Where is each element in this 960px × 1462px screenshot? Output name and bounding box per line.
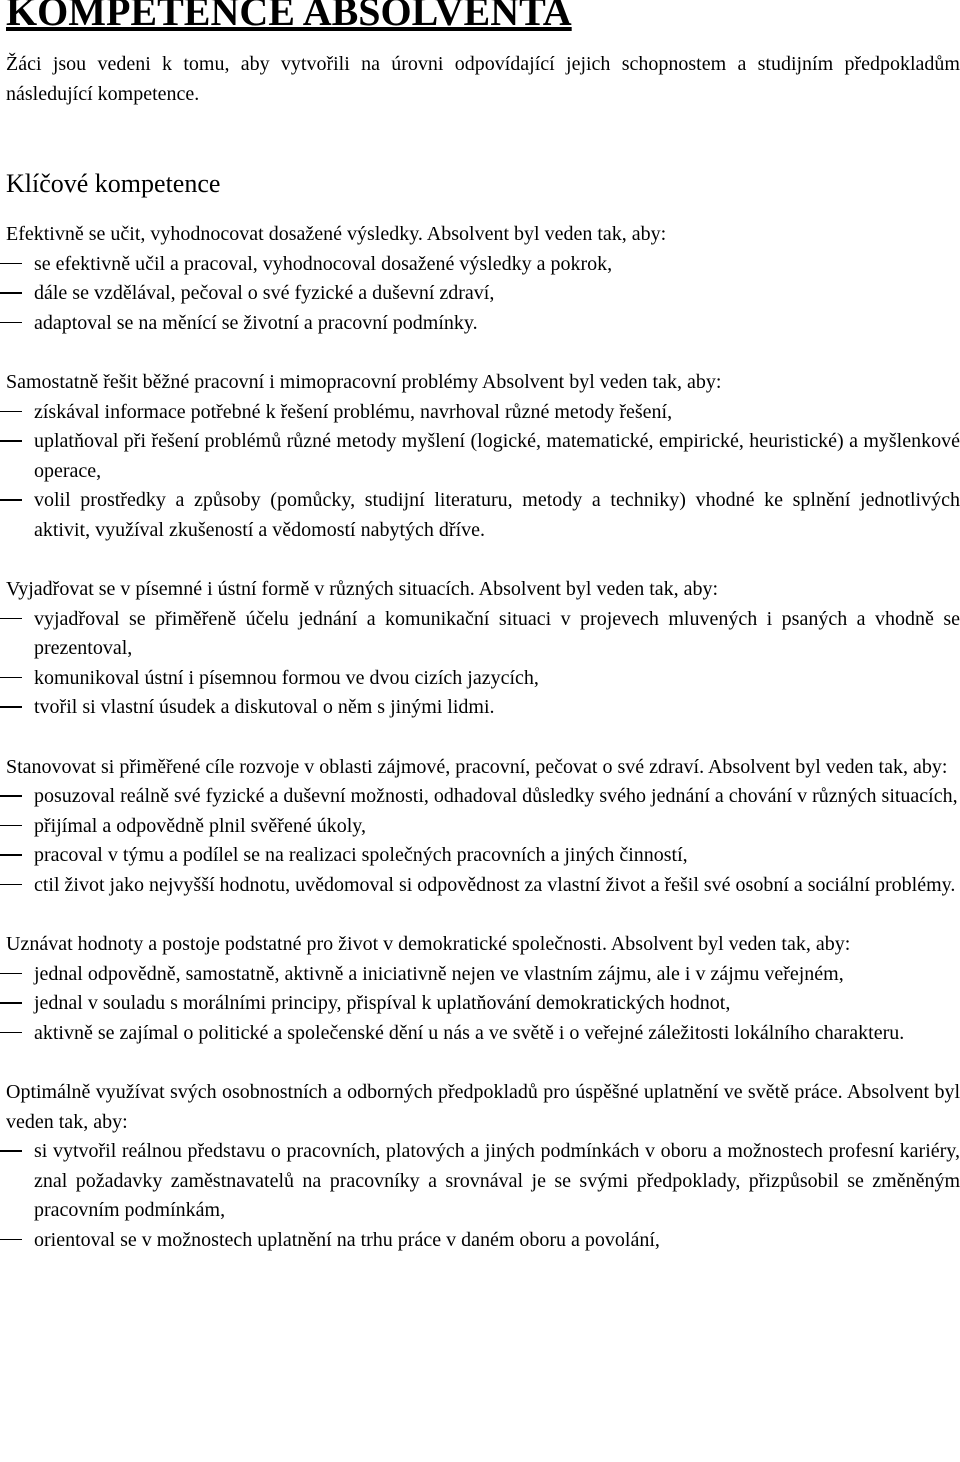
list-item-text: vyjadřoval se přiměřeně účelu jednání a komunikační situaci v projevech mluvených i psaných a vhodně se prezentoval,: [34, 607, 960, 659]
list-item-text: tvořil si vlastní úsudek a diskutoval o něm s jinými lidmi.: [34, 696, 495, 718]
competence-section: [6, 930, 960, 1048]
list-item-text: komunikoval ústní i písemnou formou ve dvou cizích jazycích,: [34, 666, 539, 689]
list-item: [6, 279, 960, 309]
list-item-text: si vytvořil reálnou představu o pracovních, platových a jiných podmínkách v oboru a možnostech profesní kariéry, znal požadavky zaměstnavatelů na pracovníky a srovnával je se svými předpoklady, přizpůsobil se změněným pracovním podmínkám,: [34, 1140, 960, 1221]
competence-lead: Samostatně řešit běžné pracovní i mimopracovní problémy Absolvent byl veden tak, aby:: [6, 371, 722, 393]
dash-bullet-icon: [0, 1019, 28, 1049]
list-item-text: jednal v souladu s morálními principy, přispíval k uplatňování demokratických hodnot,: [34, 992, 731, 1014]
list-item: [6, 871, 960, 901]
list-item-text: ctil život jako nejvyšší hodnotu, uvědomoval si odpovědnost za vlastní život a řešil své osobní a sociální problémy.: [34, 873, 956, 896]
list-item-text: získával informace potřebné k řešení problému, navrhoval různé metody řešení,: [34, 400, 673, 423]
list-item: [6, 1019, 960, 1049]
competence-lead: Optimálně využívat svých osobnostních a odborných předpokladů pro úspěšné uplatnění ve světě práce. Absolvent byl veden tak, aby:: [6, 1081, 960, 1133]
list-item-text: přijímal a odpovědně plnil svěřené úkoly,: [34, 814, 366, 837]
competence-section: [6, 368, 960, 545]
list-item: [6, 782, 960, 812]
dash-bullet-icon: [0, 871, 28, 901]
list-item: [6, 309, 960, 339]
competence-section: [6, 575, 960, 723]
list-item: [6, 693, 960, 723]
list-item-text: uplatňoval při řešení problémů různé metody myšlení (logické, matematické, empirické, heuristické) a myšlenkové operace,: [34, 430, 960, 482]
dash-bullet-icon: [0, 250, 28, 280]
dash-bullet-icon: [0, 486, 28, 516]
competence-list: [6, 960, 960, 1049]
list-item: [6, 486, 960, 545]
list-item: [6, 960, 960, 990]
competence-list: [6, 398, 960, 546]
dash-bullet-icon: [0, 782, 28, 812]
dash-bullet-icon: [0, 398, 28, 428]
list-item-text: aktivně se zajímal o politické a společenské dění u nás a ve světě i o veřejné záležitosti lokálního charakteru.: [34, 1021, 905, 1044]
dash-bullet-icon: [0, 989, 28, 1019]
dash-bullet-icon: [0, 427, 28, 457]
list-item: [6, 605, 960, 664]
list-item-text: dále se vzdělával, pečoval o své fyzické a duševní zdraví,: [34, 282, 495, 304]
list-item: [6, 1137, 960, 1226]
competence-list: [6, 605, 960, 723]
list-item-text: jednal odpovědně, samostatně, aktivně a iniciativně nejen ve vlastním zájmu, ale i v zájmu veřejném,: [34, 962, 844, 985]
competence-section: [6, 753, 960, 901]
list-item-text: volil prostředky a způsoby (pomůcky, studijní literaturu, metody a techniky) vhodné ke splnění jednotlivých aktivit, využíval zkušeností a vědomostí nabytých dříve.: [34, 489, 960, 541]
competence-list: [6, 1137, 960, 1255]
section-heading: Klíčové kompetence: [6, 169, 221, 198]
dash-bullet-icon: [0, 812, 28, 842]
dash-bullet-icon: [0, 1226, 28, 1256]
list-item: [6, 1226, 960, 1256]
document-title: KOMPETENCE ABSOLVENTA: [6, 0, 572, 34]
list-item: [6, 841, 960, 871]
competence-sections: [6, 220, 960, 1255]
competence-lead: Stanovovat si přiměřené cíle rozvoje v oblasti zájmové, pracovní, pečovat o své zdraví. Absolvent byl veden tak, aby:: [6, 755, 948, 778]
dash-bullet-icon: [0, 1137, 28, 1167]
list-item: [6, 250, 960, 280]
dash-bullet-icon: [0, 605, 28, 635]
list-item: [6, 664, 960, 694]
list-item: [6, 398, 960, 428]
dash-bullet-icon: [0, 693, 28, 723]
list-item-text: pracoval v týmu a podílel se na realizaci společných pracovních a jiných činností,: [34, 844, 688, 866]
intro-paragraph: Žáci jsou vedeni k tomu, aby vytvořili na úrovni odpovídající jejich schopnostem a studijním předpokladům následující kompetence.: [6, 53, 960, 105]
dash-bullet-icon: [0, 960, 28, 990]
competence-list: [6, 250, 960, 339]
list-item: [6, 989, 960, 1019]
dash-bullet-icon: [0, 279, 28, 309]
list-item-text: orientoval se v možnostech uplatnění na trhu práce v daném oboru a povolání,: [34, 1228, 660, 1251]
list-item: [6, 427, 960, 486]
competence-list: [6, 782, 960, 900]
list-item-text: posuzoval reálně své fyzické a duševní možnosti, odhadoval důsledky svého jednání a chování v různých situacích,: [34, 785, 958, 807]
list-item-text: adaptoval se na měnící se životní a pracovní podmínky.: [34, 311, 478, 334]
list-item-text: se efektivně učil a pracoval, vyhodnocoval dosažené výsledky a pokrok,: [34, 252, 613, 275]
dash-bullet-icon: [0, 841, 28, 871]
list-item: [6, 812, 960, 842]
competence-lead: Uznávat hodnoty a postoje podstatné pro život v demokratické společnosti. Absolvent byl veden tak, aby:: [6, 933, 851, 955]
dash-bullet-icon: [0, 664, 28, 694]
document-page: [6, 0, 960, 1255]
competence-section: [6, 1078, 960, 1255]
competence-lead: Vyjadřovat se v písemné i ústní formě v různých situacích. Absolvent byl veden tak, aby:: [6, 578, 719, 600]
competence-section: [6, 220, 960, 338]
dash-bullet-icon: [0, 309, 28, 339]
competence-lead: Efektivně se učit, vyhodnocovat dosažené výsledky. Absolvent byl veden tak, aby:: [6, 223, 667, 245]
